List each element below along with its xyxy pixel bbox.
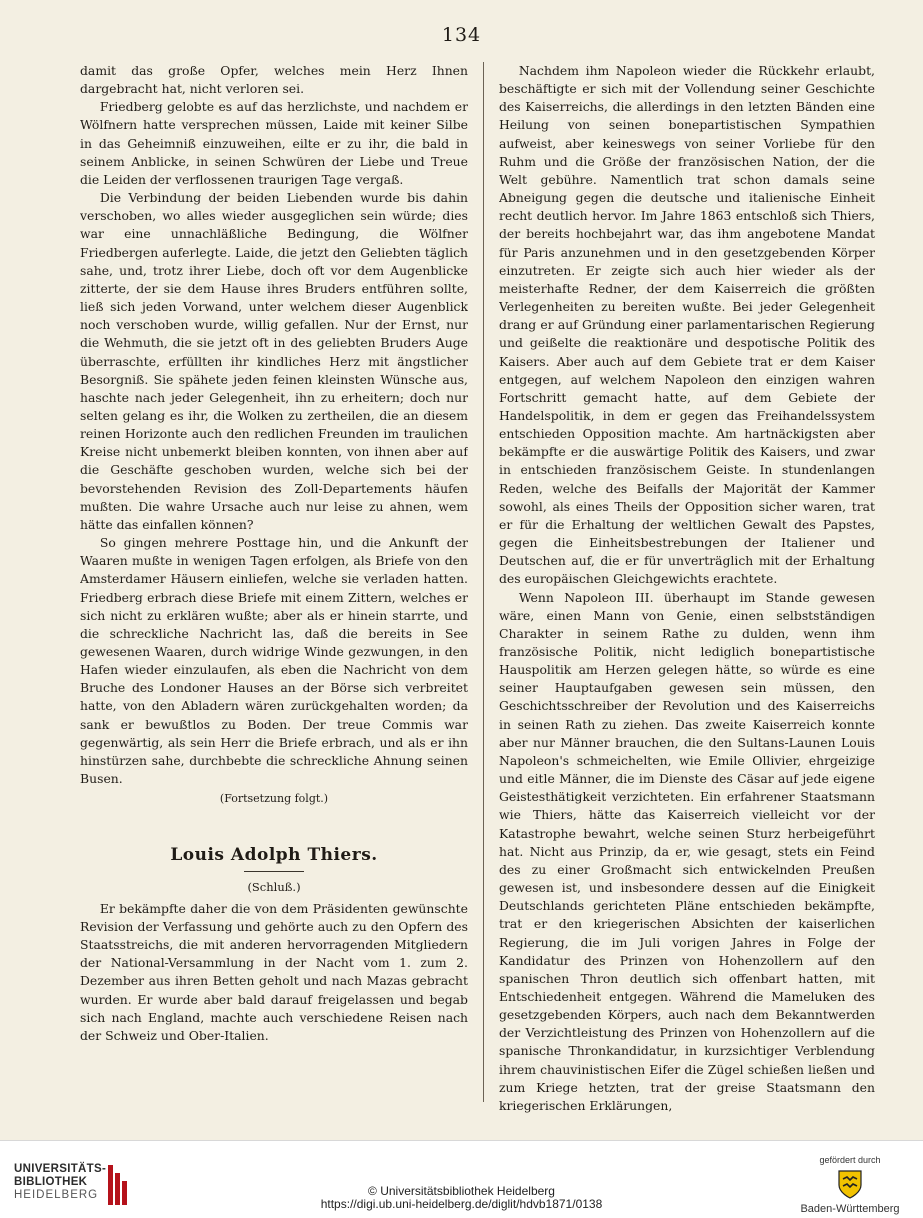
right-column <box>499 62 875 1122</box>
sponsor-name: Baden-Württemberg <box>800 1203 900 1215</box>
paragraph: Wenn Napoleon III. überhaupt im Stande gewesen wäre, einen Mann von Genie, einen selbstständigen Charakter in seinem Rathe zu dulden, wenn ihm französische Politik, nicht lediglich bonepartistische Hauspolitik am Herzen gelegen hätte, so würde es eine seiner Hauptaufgaben gewesen sein müssen, den Geschichtsschreiber der Revolution und des Kaiserreichs in seinen Rath zu ziehen. Das zweite Kaiserreich konnte aber nur Männer brauchen, die den Sultans-Launen Louis Napoleon's schmeichelten, wie Emile Ollivier, ehrgeizige und eitle Männer, die im Dienste des Cäsar auf jede eigene Geistesthätigkeit verzichteten. Ein erfahrener Staatsmann wie Thiers, hätte das Kaiserreich vielleicht vor der Katastrophe bewahrt, welche seinen Sturz herbeigeführt hat. Nicht aus Prinzip, da er, wie gesagt, stets ein Feind des zu einer Großmacht sich entwickelnden Preußen gewesen ist, und insbesondere dessen auf die Einigkeit Deutschlands gerichteten Pläne entschieden bekämpfte, trat er den kriegerischen Absichten der kaiserlichen Regierung, die im Juli vorigen Jahres in Folge der Kandidatur des Prinzen von Hohenzollern auf den spanischen Thron deutlich sich offenbart hatten, mit Entschiedenheit entgegen. Während die Mameluken des gesetzgebenden Körpers, auch nach dem Bekanntwerden der Verzichtleistung des Prinzen von Hohenzollern auf die spanische Thronkandidatur, in kurzsichtiger Verblendung ihrem chauvinistischen Eifer die Zügel schießen ließen und zum Kriege hetzten, trat der greise Staatsmann den kriegerischen Erklärungen, <box>499 589 875 1113</box>
source-url-link[interactable]: https://digi.ub.uni-heidelberg.de/diglit/hdvb1871/0138 <box>320 1197 603 1211</box>
title-rule <box>244 871 304 872</box>
paragraph: Die Verbindung der beiden Liebenden wurde bis dahin verschoben, wo alles wieder ausgeglichen sein würde; dies war eine unnachläßliche Bedingung, die Wölfner Friedbergen auferlegte. Laide, die jetzt den Geliebten täglich sahe, und, trotz ihrer Liebe, doch oft vor dem Augenblicke zitterte, der sie dem Hause ihres Bruders entführen sollte, ließ sich jeden Vorwand, unter welchem dieser Augenblick noch verschoben wurde, willig gefallen. Nur der Ernst, nur die Wehmuth, die sie jetzt oft in des geliebten Bruders Auge überraschte, erfüllten ihr kindliches Herz mit ängstlicher Besorgniß. Sie spähete jeden feinen kleinsten Wünsche aus, haschte nach jeder Gelegenheit, ihn zu erheitern; doch nur selten gelang es ihr, die Wolken zu zertheilen, die an diesem reinen Horizonte auch den redlichen Freunden im traulichen Kreise nicht unbemerkt bleiben konnten, von ihnen aber auf die Geschäfte geschoben wurden, welche sich bei der bevorstehenden Revision des Zoll-Departements häufen mußten. Die wahre Ursache auch nur leise zu ahnen, wem hätte das einfallen können? <box>80 190 468 532</box>
copyright-block <box>0 1185 923 1211</box>
sponsor-block[interactable] <box>795 1155 905 1215</box>
library-name-line2: BIBLIOTHEK <box>14 1176 88 1188</box>
footer <box>0 1140 923 1218</box>
paragraph: So gingen mehrere Posttage hin, und die Ankunft der Waaren mußte in wenigen Tagen erfolgen, als Briefe von den Amsterdamer Häusern einliefen, welche sie verladen hatten. Friedberg erbrach diese Briefe mit einem Zittern, welches er sich nicht zu erklären wußte; aber als er hinein starrte, und die schreckliche Nachricht las, daß die bereits in See gewesenen Waaren, durch widrige Winde gezwungen, in den Hafen wieder einzulaufen, als eben die Nachricht von dem Bruche des Londoner Hauses an der Börse sich verbreitet hatte, von den Abladern wären zurückgehalten worden; da sank er bewußtlos zu Boden. Der treue Commis war gegenwärtig, als sein Herr die Briefe erbrach, und als er ihn hinstürzen sahe, durchbebte die schreckliche Ahnung seinen Busen. <box>80 535 468 787</box>
continuation-note: (Fortsetzung folgt.) <box>219 792 329 806</box>
paragraph: Friedberg gelobte es auf das herzlichste, und nachdem er Wölfnern hatte versprechen müssen, Laide mit keiner Silbe in das Geheimniß einzuweihen, eilte er zu ihr, die bald in seinem Anblicke, in seinen Schwüren der Liebe und Treue die Leiden der verflossenen traurigen Tage vergaß. <box>80 99 468 187</box>
copyright-text: © Universitätsbibliothek Heidelberg <box>368 1184 555 1198</box>
paragraph: Nachdem ihm Napoleon wieder die Rückkehr erlaubt, beschäftigte er sich mit der Vollendung seiner Geschichte des Kaiserreichs, die allerdings in den letzten Bänden eine Heilung von seinen bonepartistischen Sympathien aufweist, aber keineswegs von seiner Vorliebe für den Ruhm und die Größe der französischen Nation, der die Welt gebühre. Namentlich trat schon damals seine Abneigung gegen die deutsche und italienische Einheit recht deutlich hervor. Im Jahre 1863 entschloß sich Thiers, der bereits hochbejahrt war, das ihm angebotene Mandat für Paris anzunehmen und in den gesetzgebenden Körper einzutreten. Er zeigte sich auch hier wieder als der meisterhafte Redner, der dem Kaiserreich die größten Verlegenheiten zu bereiten wußte. Bei jeder Gelegenheit drang er auf Gründung einer parlamentarischen Regierung und geißelte die reaktionäre und despotische Politik des Kaisers. Aber auch auf dem Gebiete trat er dem Kaiser entgegen, auf welchem Napoleon den einzigen wahren Fortschritt gemacht hatte, auf dem Gebiete der Handelspolitik, in dem er gegen das Freihandelssystem entschieden Opposition machte. Am hartnäckigsten aber bekämpfte er die auswärtige Politik des Kaisers, und zwar in entschieden französischem Geiste. In stundenlangen Reden, welche des Beifalls der Majorität der Kammer sowohl, als eines Theils der Opposition sicher waren, trat er für die Erhaltung der weltlichen Gewalt des Papstes, gegen die Einheitsbestrebungen der Italiener und Deutschen auf, die er für unverträglich mit der Erhaltung des europäischen Gleichgewichts erachtete. <box>499 63 875 587</box>
library-name-line3: HEIDELBERG <box>14 1189 99 1201</box>
sponsor-label: gefördert durch <box>819 1155 881 1165</box>
article-title: Louis Adolph Thiers. <box>170 845 378 866</box>
page-number: 134 <box>441 24 482 46</box>
paragraph: damit das große Opfer, welches mein Herz Ihnen dargebracht hat, nicht verloren sei. <box>80 63 468 97</box>
article-subtitle: (Schluß.) <box>247 879 301 894</box>
left-column <box>80 62 468 1132</box>
column-divider <box>483 62 484 1102</box>
library-name-line1: UNIVERSITÄTS- <box>14 1163 107 1175</box>
paragraph: Er bekämpfte daher die von dem Präsidenten gewünschte Revision der Verfassung und gehörte auch zu den Opfern des Staatsstreichs, die mit anderen hervorragenden Mitgliedern der National-Versammlung in der Nacht vom 1. zum 2. Dezember aus ihren Betten geholt und nach Mazas gebracht wurden. Er wurde aber bald darauf freigelassen und begab sich nach England, machte auch verschiedene Reisen nach der Schweiz und Ober-Italien. <box>80 900 468 1043</box>
coat-of-arms-icon <box>833 1167 867 1201</box>
